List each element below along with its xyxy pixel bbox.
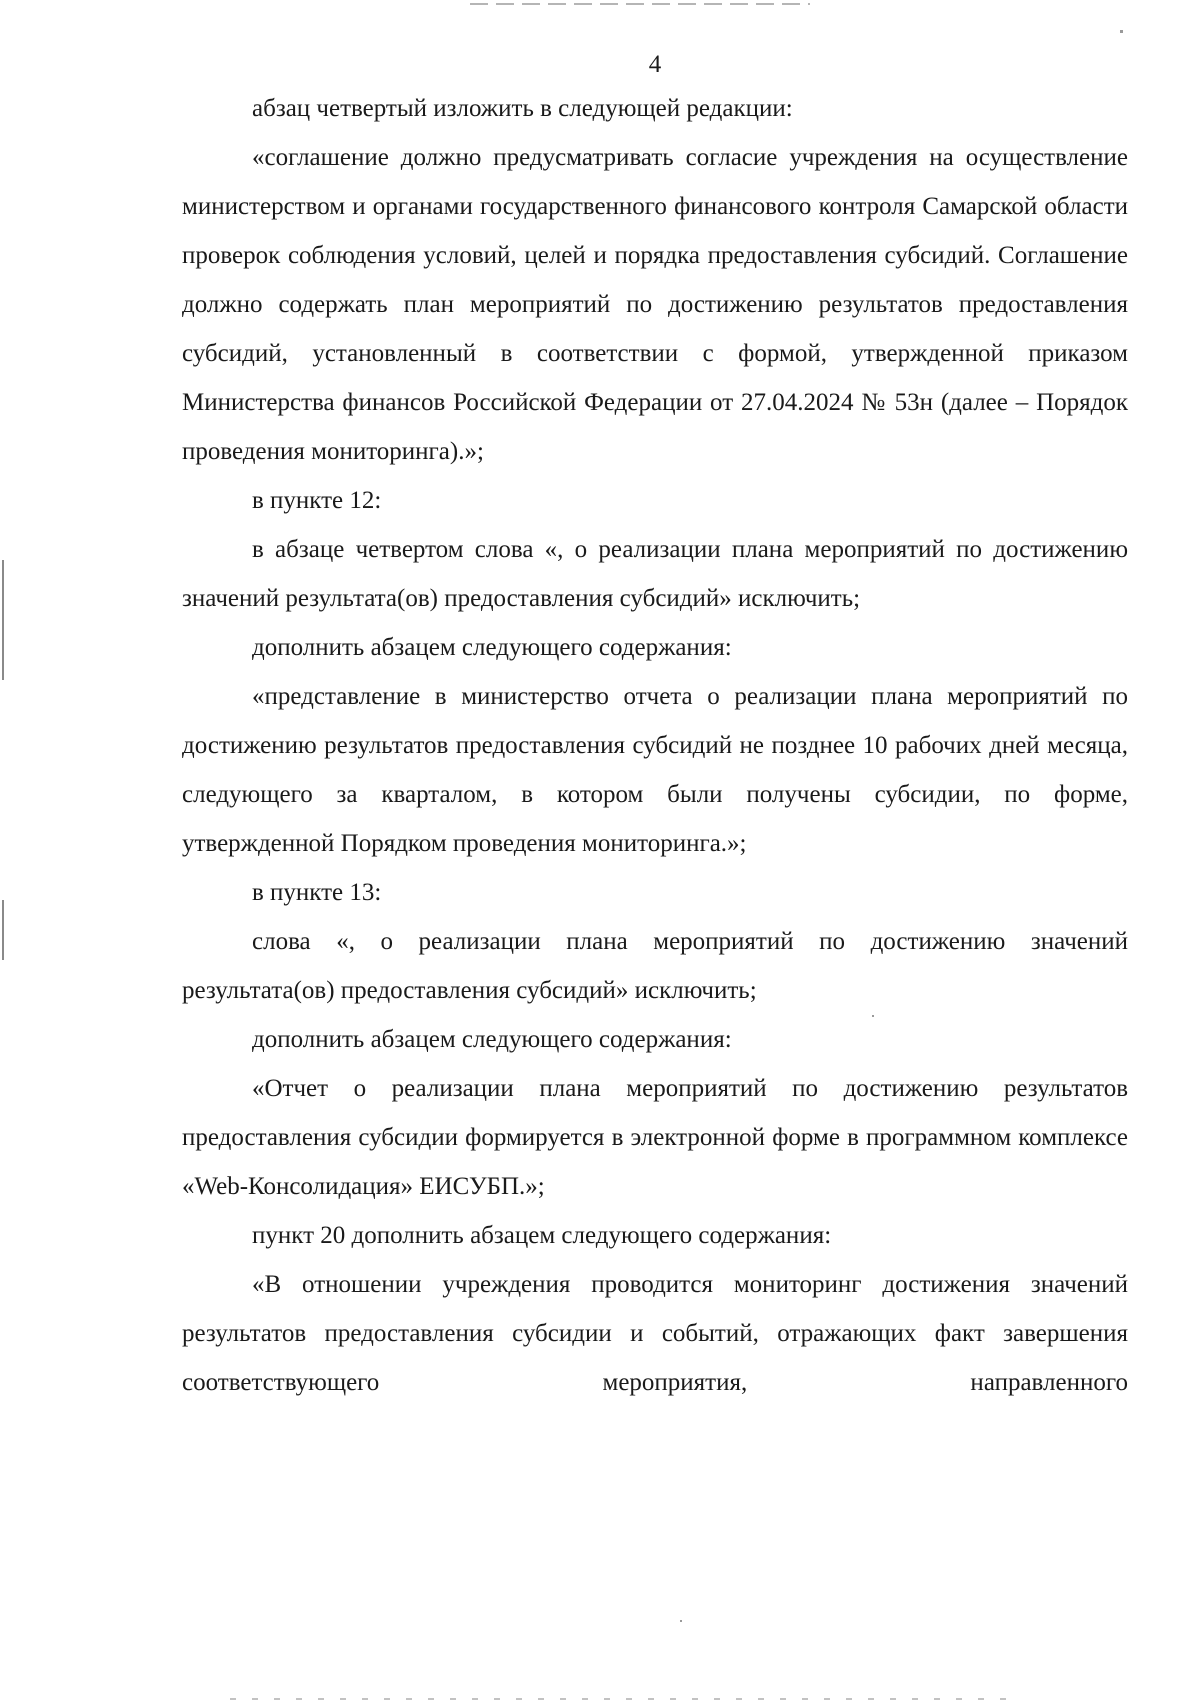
paragraph: «В отношении учреждения проводится мониторинг достижения значений результатов предоставления субсидии и событий, отражающих факт завершения соответствующего мероприятия, направленного xyxy=(182,1271,1128,1396)
scan-dot-artifact xyxy=(1120,30,1123,33)
paragraph: в абзаце четвертом слова «, о реализации плана мероприятий по достижению значений результата(ов) предоставления субсидий» исключить; xyxy=(182,536,1128,612)
scan-dot-artifact xyxy=(872,1015,874,1017)
paragraph: в пункте 12: xyxy=(252,487,382,514)
scan-edge-artifact xyxy=(2,560,4,680)
scan-dot-artifact xyxy=(680,1620,682,1622)
scan-edge-artifact xyxy=(2,900,4,960)
paragraph: «представление в министерство отчета о реализации плана мероприятий по достижению результатов предоставления субсидий не позднее 10 рабочих дней месяца, следующего за кварталом, в котором были получены субсидии, по форме, утвержденной Порядком проведения мониторинга.»; xyxy=(182,683,1128,857)
paragraph: дополнить абзацем следующего содержания: xyxy=(252,1026,732,1053)
paragraph: слова «, о реализации плана мероприятий по достижению значений результата(ов) предоставления субсидий» исключить; xyxy=(182,928,1128,1004)
paragraph: в пункте 13: xyxy=(252,879,382,906)
document-body xyxy=(182,84,1128,1407)
paragraph: «Отчет о реализации плана мероприятий по достижению результатов предоставления субсидии формируется в электронной форме в программном комплексе «Web-Консолидация» ЕИСУБП.»; xyxy=(182,1075,1128,1200)
paragraph: «соглашение должно предусматривать согласие учреждения на осуществление министерством и органами государственного финансового контроля Самарской области проверок соблюдения условий, целей и порядка предоставления субсидий. Соглашение должно содержать план мероприятий по достижению результатов предоставления субсидий, установленный в соответствии с формой, утвержденной приказом Министерства финансов Российской Федерации от 27.04.2024 № 53н (далее – Порядок проведения мониторинга).»; xyxy=(182,144,1128,465)
paragraph: пункт 20 дополнить абзацем следующего содержания: xyxy=(252,1222,832,1249)
paragraph: дополнить абзацем следующего содержания: xyxy=(252,634,732,661)
page-number: 4 xyxy=(648,51,662,78)
paragraph: абзац четвертый изложить в следующей редакции: xyxy=(252,95,793,122)
scan-edge-artifact xyxy=(230,1698,1010,1700)
scan-edge-artifact xyxy=(470,3,810,5)
